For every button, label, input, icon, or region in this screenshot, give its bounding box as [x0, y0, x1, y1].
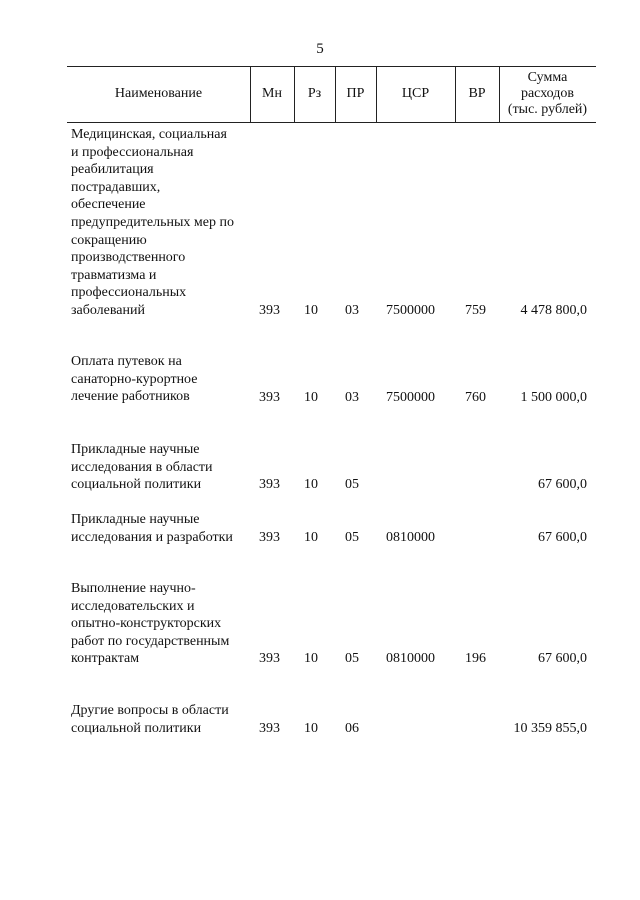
cell-rz: 10	[304, 530, 318, 545]
row-name: Другие вопросы в области социальной политики	[71, 703, 229, 736]
cell-sum: 67 600,0	[538, 651, 587, 666]
cell-sum: 67 600,0	[538, 530, 587, 545]
cell-rz: 10	[304, 303, 318, 318]
cell-csr: 7500000	[386, 303, 435, 318]
cell-mn: 393	[259, 390, 280, 405]
cell-rz: 10	[304, 721, 318, 736]
row-name: Прикладные научные исследования в области социальной политики	[71, 442, 213, 493]
cell-pr: 05	[345, 651, 359, 666]
cell-rz: 10	[304, 651, 318, 666]
cell-vr: 760	[465, 390, 486, 405]
cell-rz: 10	[304, 477, 318, 492]
cell-pr: 05	[345, 530, 359, 545]
cell-mn: 393	[259, 530, 280, 545]
header-mn: Мн	[262, 86, 282, 101]
page-number: 5	[316, 41, 324, 57]
table-header-bottom-rule	[67, 122, 596, 123]
cell-pr: 06	[345, 721, 359, 736]
cell-sum: 67 600,0	[538, 477, 587, 492]
cell-csr: 7500000	[386, 390, 435, 405]
header-vr: ВР	[468, 86, 486, 101]
cell-vr: 759	[465, 303, 486, 318]
cell-rz: 10	[304, 390, 318, 405]
header-rz: Рз	[307, 86, 322, 101]
cell-pr: 03	[345, 303, 359, 318]
row-name: Медицинская, социальная и профессиональная реабилитация пострадавших, обеспечение предупредительных мер по сокращению производственного травматизма и профессиональных заболеваний	[71, 127, 234, 318]
cell-pr: 05	[345, 477, 359, 492]
cell-csr: 0810000	[386, 651, 435, 666]
cell-vr: 196	[465, 651, 486, 666]
header-csr: ЦСР	[401, 86, 430, 101]
cell-mn: 393	[259, 477, 280, 492]
row-name: Оплата путевок на санаторно-курортное лечение работников	[71, 354, 198, 405]
row-name: Прикладные научные исследования и разработки	[71, 512, 233, 545]
cell-csr: 0810000	[386, 530, 435, 545]
cell-mn: 393	[259, 303, 280, 318]
cell-mn: 393	[259, 651, 280, 666]
cell-pr: 03	[345, 390, 359, 405]
cell-sum: 10 359 855,0	[513, 721, 587, 736]
row-name: Выполнение научно- исследовательских и опытно-конструкторских работ по государственным контрактам	[71, 581, 230, 667]
header-name: Наименование	[114, 86, 203, 101]
cell-sum: 4 478 800,0	[520, 303, 587, 318]
cell-mn: 393	[259, 721, 280, 736]
header-sum: Сумма расходов (тыс. рублей)	[507, 70, 588, 117]
header-pr: ПР	[346, 86, 365, 101]
cell-sum: 1 500 000,0	[520, 390, 587, 405]
